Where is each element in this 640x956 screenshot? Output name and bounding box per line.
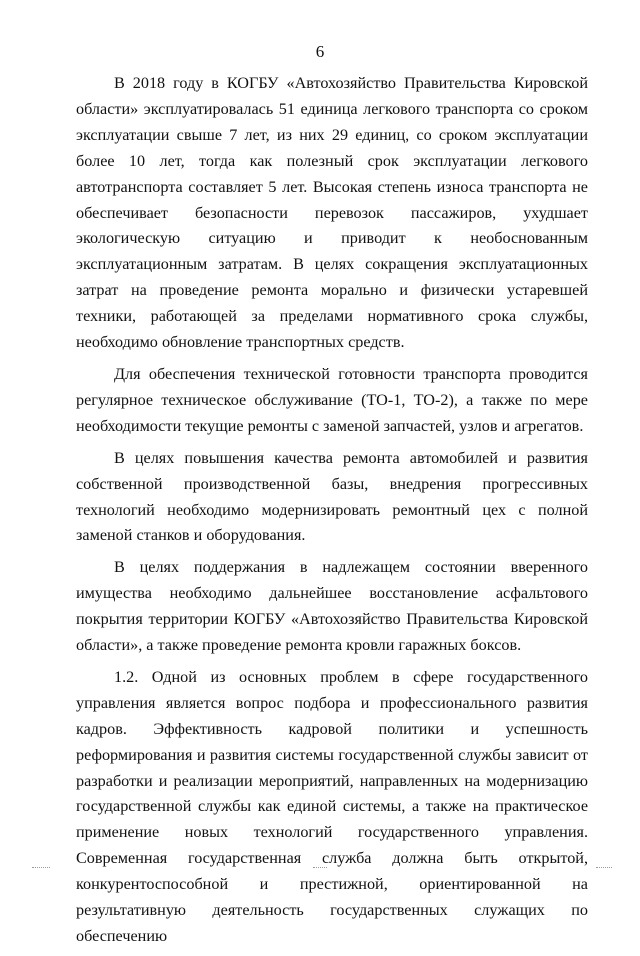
- paragraph-repair-shop: В целях повышения качества ремонта автомобилей и развития собственной производственной базы, внедрения прогрессивных технологий необходимо модернизировать ремонтный цех с полной заменой станков и оборудования.: [76, 448, 588, 545]
- scan-artifact-center: [313, 867, 327, 869]
- scan-artifact-left: [32, 867, 50, 869]
- paragraph-maintenance: Для обеспечения технической готовности транспорта проводится регулярное техническое обслуживание (ТО-1, ТО-2), а также по мере необходимости текущие ремонты с заменой запчастей, узлов и агрегатов.: [76, 364, 588, 435]
- document-body: [76, 71, 588, 956]
- paragraph-property-upkeep: В целях поддержания в надлежащем состоянии вверенного имущества необходимо дальнейшее восстановление асфальтового покрытия территории КОГБУ «Автохозяйство Правительства Кировской области», а также проведение ремонта кровли гаражных боксов.: [76, 558, 588, 655]
- paragraph-civil-service-staffing: 1.2. Одной из основных проблем в сфере государственного управления является вопрос подбора и профессионального развития кадров. Эффективность кадровой политики и успешность реформирования и развития системы государственной службы зависит от разработки и реализации мероприятий, направленных на модернизацию государственной службы как единой системы, а также на практическое применение новых технологий государственного управления. Современная государственная служба должна быть открытой, конкурентоспособной и престижной, ориентированной на результативную деятельность государственных служащих по обеспечению: [76, 667, 588, 945]
- page-number: 6: [315, 42, 325, 61]
- paragraph-vehicle-fleet: В 2018 году в КОГБУ «Автохозяйство Правительства Кировской области» эксплуатировалась 51 единица легкового транспорта со сроком эксплуатации свыше 7 лет, из них 29 единиц, со сроком эксплуатации более 10 лет, тогда как полезный срок эксплуатации легкового автотранспорта составляет 5 лет. Высокая степень износа транспорта не обеспечивает безопасности перевозок пассажиров, ухудшает экологическую ситуацию и приводит к необоснованным эксплуатационным затратам. В целях сокращения эксплуатационных затрат на проведение ремонта морально и физически устаревшей техники, работающей за пределами нормативного срока службы, необходимо обновление транспортных средств.: [76, 74, 588, 352]
- scan-artifact-right: [596, 867, 612, 869]
